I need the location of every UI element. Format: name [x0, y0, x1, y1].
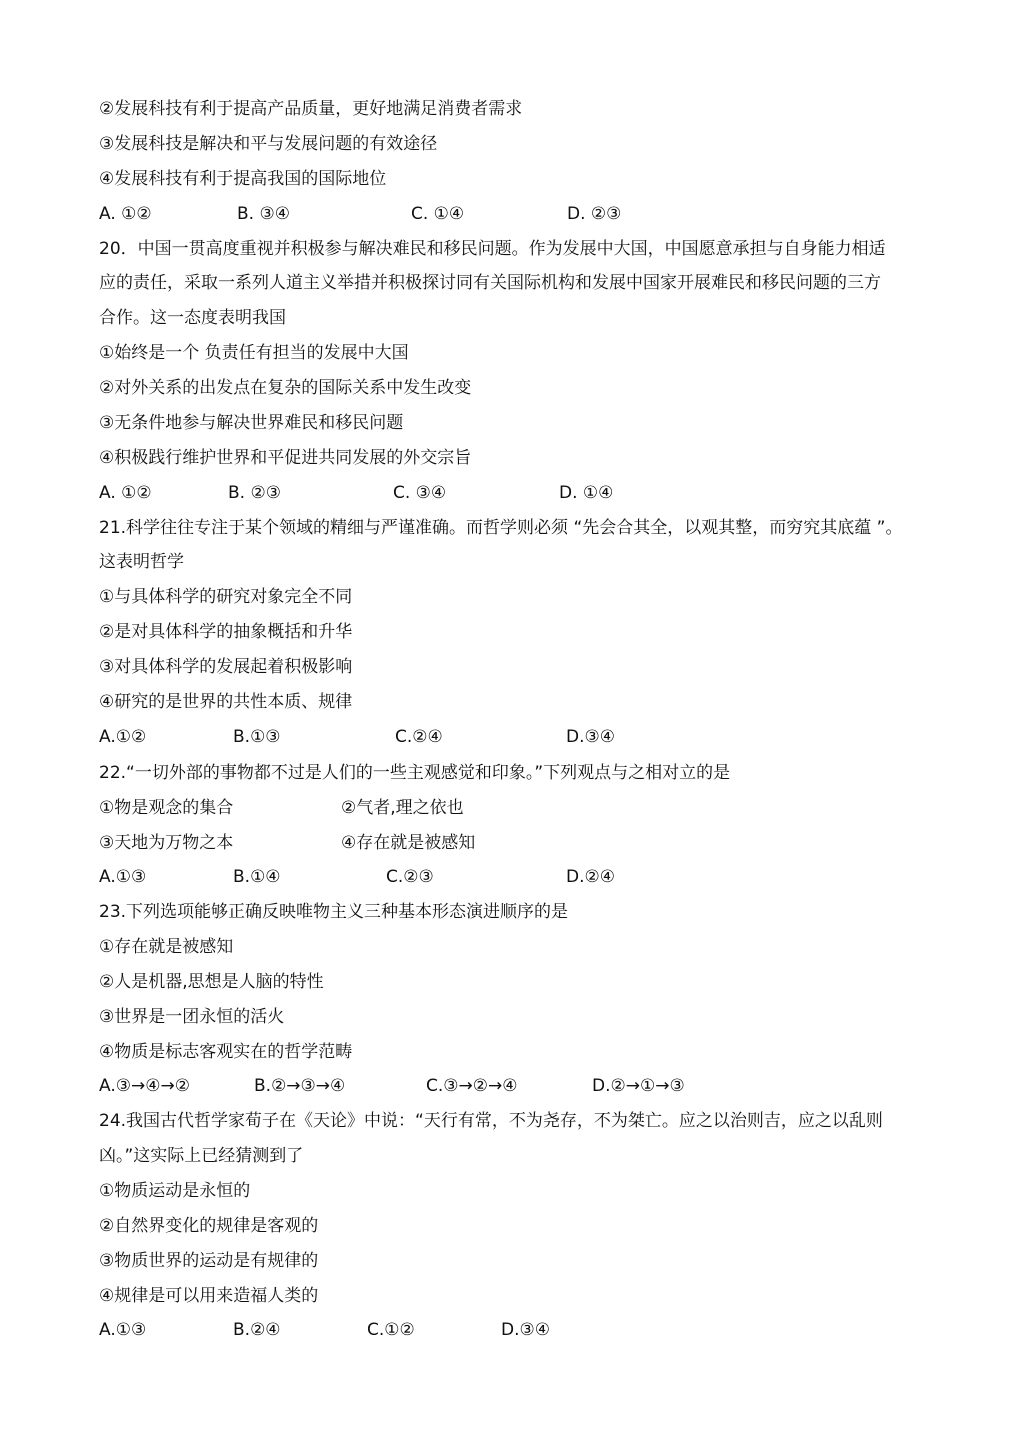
q23-option-d: D.②→①→③	[592, 1076, 685, 1096]
q23-statement-2: ②人是机器,思想是人脑的特性	[99, 972, 324, 992]
q24-option-b: B.②④	[233, 1320, 281, 1340]
q20-option-d: D. ①④	[559, 483, 614, 503]
q20-stem-line-1: 20．中国一贯高度重视并积极参与解决难民和移民问题。作为发展中大国，中国愿意承担与自身能力相适	[99, 239, 886, 259]
q24-option-a: A.①③	[99, 1320, 147, 1340]
q20-stem-line-2: 应的责任，采取一系列人道主义举措并积极探讨同有关国际机构和发展中国家开展难民和移民问题的三方	[99, 273, 881, 293]
q24-option-d: D.③④	[501, 1320, 550, 1340]
q24-statement-4: ④规律是可以用来造福人类的	[99, 1286, 319, 1306]
q22-stem: 22.“一切外部的事物都不过是人们的一些主观感觉和印象。”下列观点与之相对立的是	[99, 763, 731, 783]
q20-option-a: A. ①②	[99, 483, 152, 503]
q21-statement-4: ④研究的是世界的共性本质、规律	[99, 692, 353, 712]
q20-statement-1: ①始终是一个 负责任有担当的发展中大国	[99, 343, 409, 363]
q20-statement-4: ④积极践行维护世界和平促进共同发展的外交宗旨	[99, 448, 472, 468]
q19-statement-4: ④发展科技有利于提高我国的国际地位	[99, 169, 387, 189]
q22-option-d: D.②④	[566, 867, 615, 887]
q23-statement-1: ①存在就是被感知	[99, 937, 234, 957]
q21-stem-line-2: 这表明哲学	[99, 552, 184, 572]
q21-statement-3: ③对具体科学的发展起着积极影响	[99, 657, 353, 677]
q20-statement-2: ②对外关系的出发点在复杂的国际关系中发生改变	[99, 378, 472, 398]
q19-option-b: B. ③④	[237, 204, 290, 224]
q20-stem-line-3: 合作。这一态度表明我国	[99, 308, 286, 328]
q24-option-c: C.①②	[367, 1320, 415, 1340]
q22-statement-3: ③天地为万物之本	[99, 833, 234, 853]
q23-option-c: C.③→②→④	[426, 1076, 518, 1096]
q19-option-d: D. ②③	[567, 204, 622, 224]
q24-stem-line-2: 凶。”这实际上已经猜测到了	[99, 1146, 304, 1166]
q23-statement-4: ④物质是标志客观实在的哲学范畴	[99, 1042, 353, 1062]
q23-stem: 23.下列选项能够正确反映唯物主义三种基本形态演进顺序的是	[99, 902, 569, 922]
q19-statement-3: ③发展科技是解决和平与发展问题的有效途径	[99, 134, 438, 154]
q24-statement-1: ①物质运动是永恒的	[99, 1181, 251, 1201]
q20-statement-3: ③无条件地参与解决世界难民和移民问题	[99, 413, 404, 433]
q23-option-b: B.②→③→④	[254, 1076, 346, 1096]
q24-statement-3: ③物质世界的运动是有规律的	[99, 1251, 319, 1271]
q19-statement-2: ②发展科技有利于提高产品质量，更好地满足消费者需求	[99, 99, 523, 119]
q19-option-c: C. ①④	[411, 204, 465, 224]
q23-statement-3: ③世界是一团永恒的活火	[99, 1007, 285, 1027]
q22-statement-1: ①物是观念的集合	[99, 798, 234, 818]
q21-option-c: C.②④	[395, 727, 443, 747]
q19-option-a: A. ①②	[99, 204, 152, 224]
q21-stem-line-1: 21.科学往往专注于某个领域的精细与严谨准确。而哲学则必须 “先会合其全，以观其整，而穷究其底蕴 ”。	[99, 518, 903, 538]
q21-statement-1: ①与具体科学的研究对象完全不同	[99, 587, 353, 607]
q22-option-c: C.②③	[386, 867, 434, 887]
q21-option-b: B.①③	[233, 727, 281, 747]
q20-option-c: C. ③④	[393, 483, 447, 503]
q21-option-a: A.①②	[99, 727, 147, 747]
q21-option-d: D.③④	[566, 727, 615, 747]
q22-option-a: A.①③	[99, 867, 147, 887]
q21-statement-2: ②是对具体科学的抽象概括和升华	[99, 622, 353, 642]
q22-statement-4: ④存在就是被感知	[341, 833, 476, 853]
q23-option-a: A.③→④→②	[99, 1076, 190, 1096]
q20-option-b: B. ②③	[228, 483, 281, 503]
q24-stem-line-1: 24.我国古代哲学家荀子在《天论》中说：“天行有常，不为尧存，不为桀亡。应之以治则吉，应之以乱则	[99, 1111, 883, 1131]
q24-statement-2: ②自然界变化的规律是客观的	[99, 1216, 319, 1236]
q22-option-b: B.①④	[233, 867, 281, 887]
q22-statement-2: ②气者,理之依也	[341, 798, 464, 818]
